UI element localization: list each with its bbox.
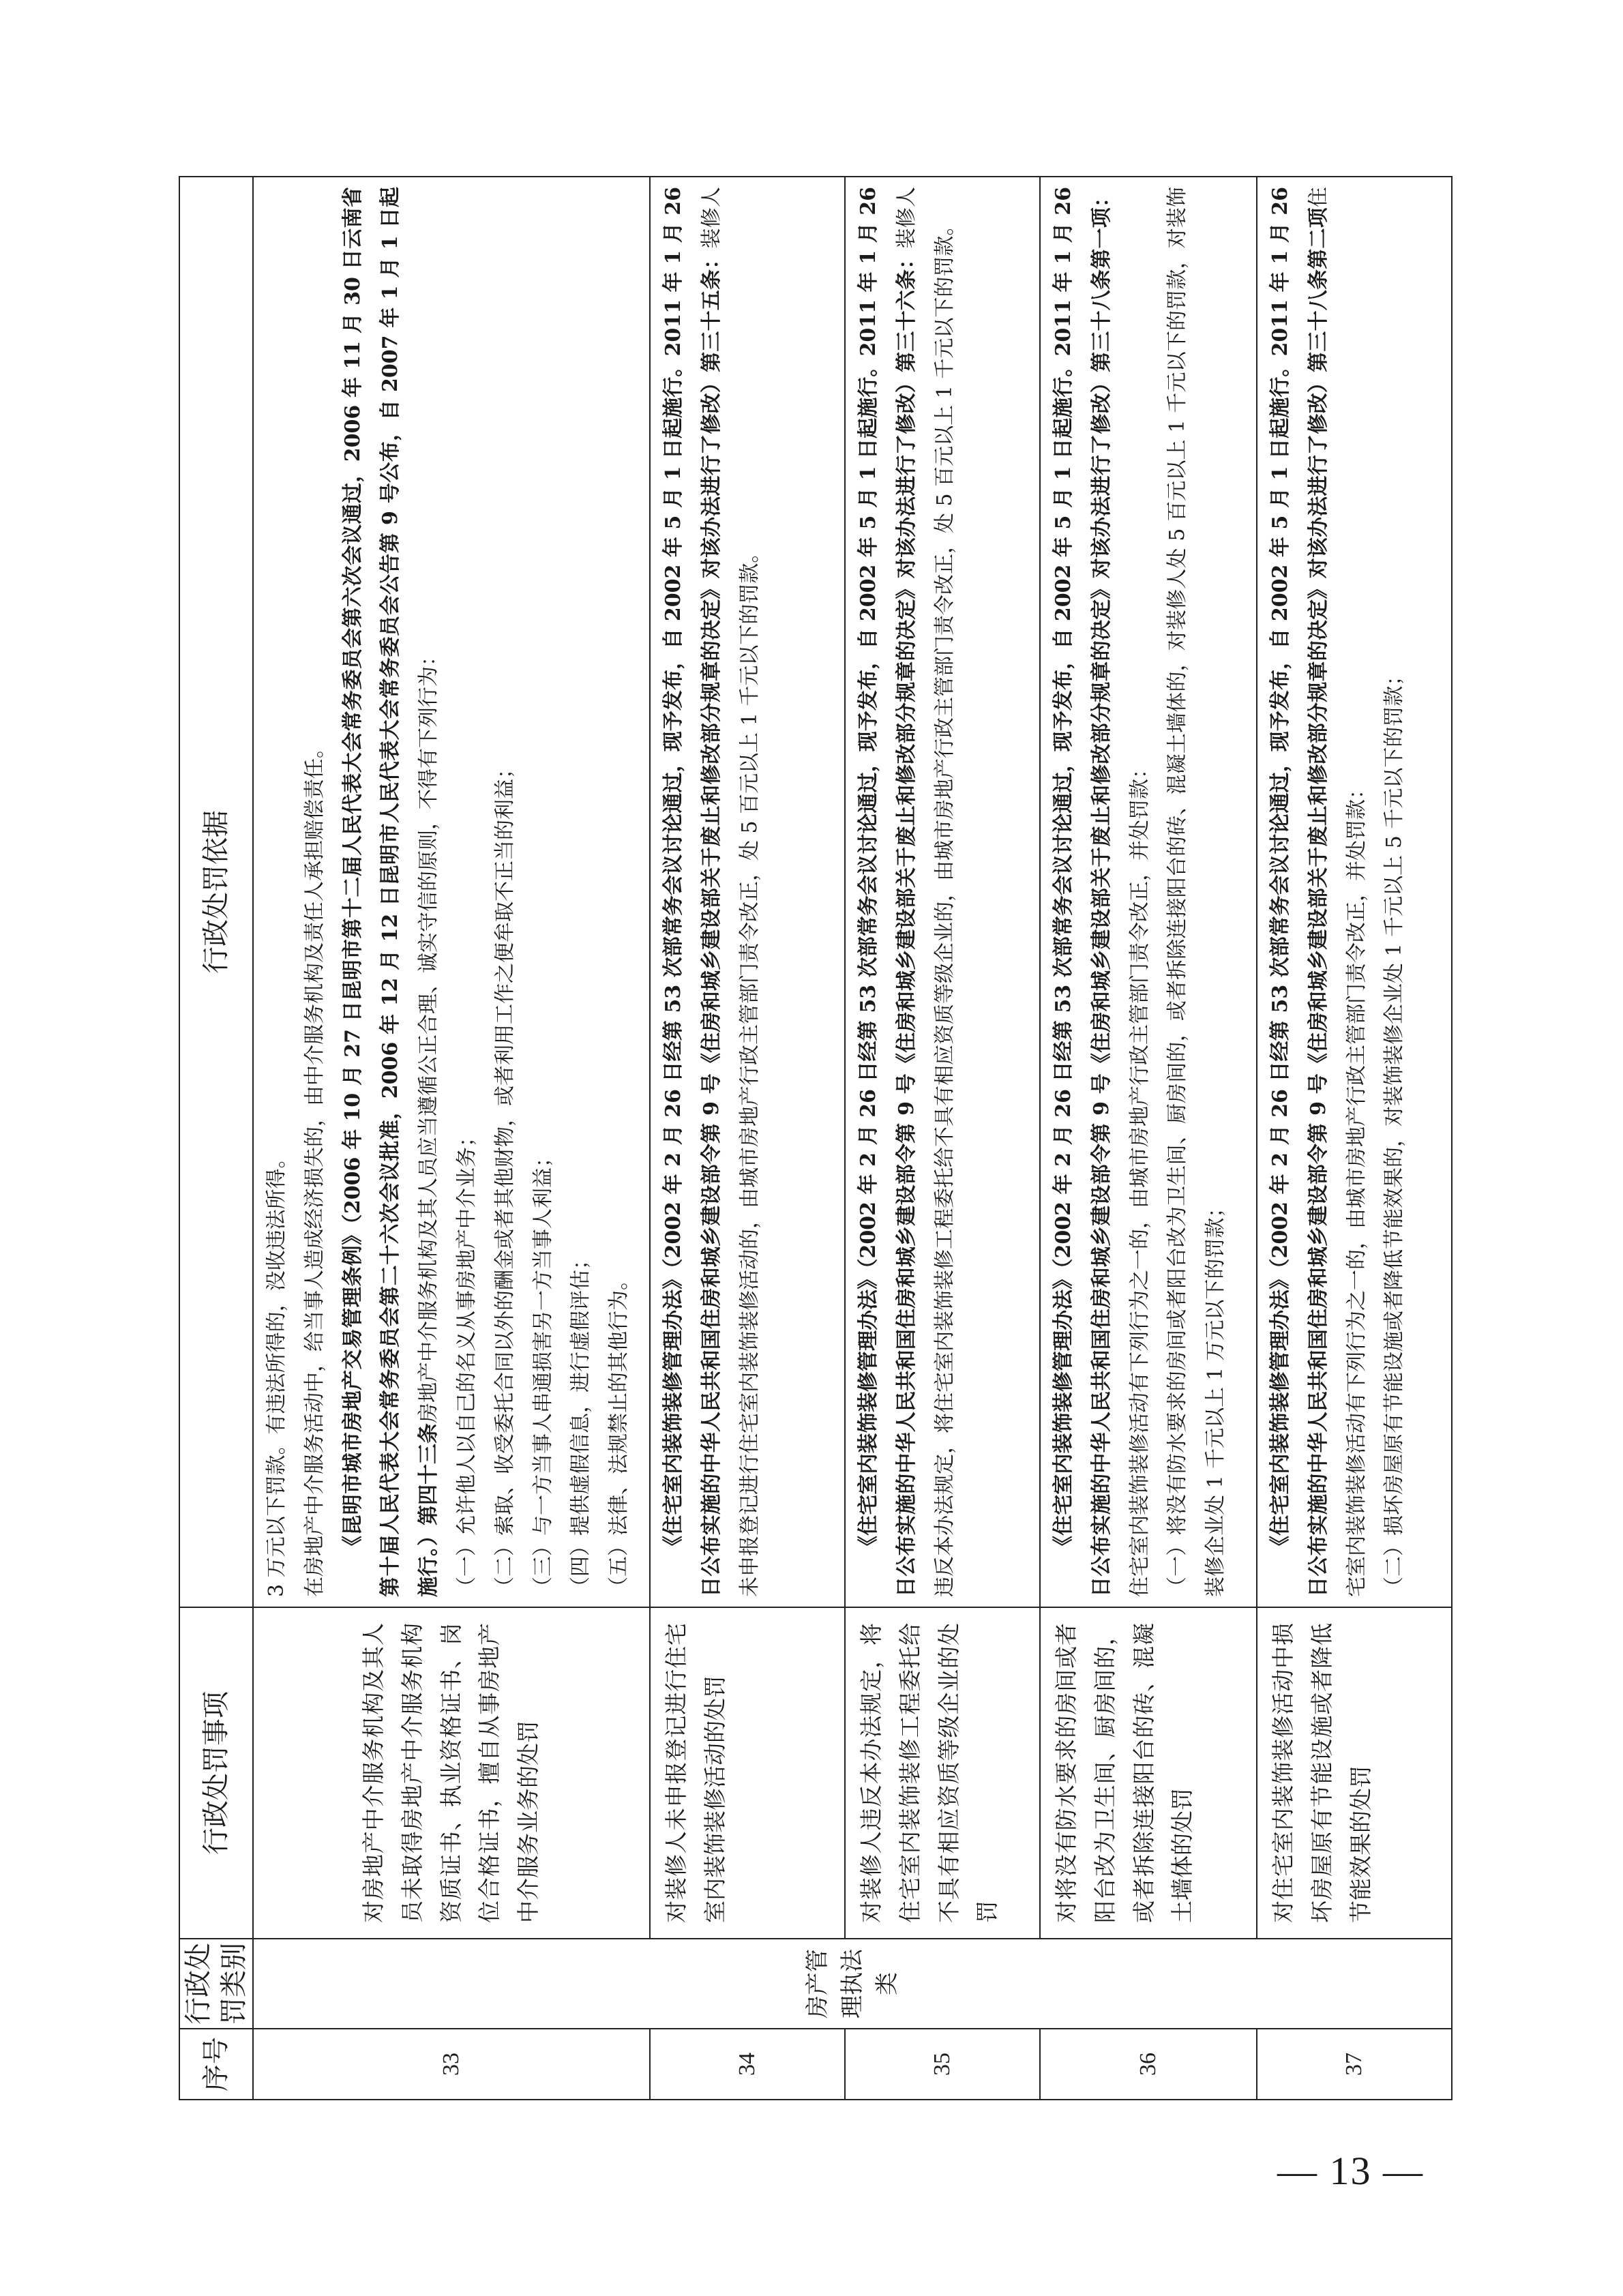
basis-citation: 《住宅室内装饰装修管理办法》（2002 年 2 月 26 日经第 53 次部常务会议讨论通过，现予发布，自 2002 年 5 月 1 日起施行。2011 年 1 月 26 日公布实施的中华人民共和国住房和城乡建设部令第 9 号《住房和城乡建设部关于废止和修改部分规章的决定》对该办法进行了修改）第三十八条第一项：: [1052, 187, 1114, 1597]
basis-citation: 《住宅室内装饰装修管理办法》（2002 年 2 月 26 日经第 53 次部常务会议讨论通过，现予发布，自 2002 年 5 月 1 日起施行。2011 年 1 月 26 日公布实施的中华人民共和国住房和城乡建设部令第 9 号《住房和城乡建设部关于废止和修改部分规章的决定》对该办法进行了修改）第三十五条：: [661, 187, 724, 1597]
header-seq: 序号: [179, 2029, 253, 2100]
row-number: 33: [253, 2029, 650, 2100]
table-row: [845, 177, 1040, 2100]
basis-text: 住宅室内装饰装修活动有下列行为之一的，由城市房地产行政主管部门责令改正，并处罚款：: [1306, 187, 1369, 1597]
basis-paragraph: （二）索取、收受委托合同以外的酬金或者其他财物，或者利用工作之便牟取不正当的利益；: [492, 758, 517, 1597]
basis-paragraph: （四）提供虚假信息，进行虚假评估；: [569, 1249, 593, 1597]
basis-paragraph: [850, 187, 964, 1597]
basis-citation: 《住宅室内装饰装修管理办法》（2002 年 2 月 26 日经第 53 次部常务会议讨论通过，现予发布，自 2002 年 5 月 1 日起施行。2011 年 1 月 26 日公布实施的中华人民共和国住房和城乡建设部令第 9 号《住房和城乡建设部关于废止和修改部分规章的决定》对该办法进行了修改）第三十六条：: [857, 187, 919, 1597]
basis-cell: [1257, 177, 1452, 1607]
basis-cell: [845, 177, 1040, 1607]
basis-text: 装修人违反本办法规定，将住宅室内装饰装修工程委托给不具有相应资质等级企业的，由城市房地产行政主管部门责令改正，处 5 百元以上 1 千元以下的罚款。: [894, 186, 957, 1597]
basis-citation: 《住宅室内装饰装修管理办法》（2002 年 2 月 26 日经第 53 次部常务会议讨论通过，现予发布，自 2002 年 5 月 1 日起施行。2011 年 1 月 26 日公布实施的中华人民共和国住房和城乡建设部令第 9 号《住房和城乡建设部关于废止和修改部分规章的决定》对该办法进行了修改）第三十八条第二项: [1268, 187, 1330, 1597]
basis-paragraph: （一）将没有防水要求的房间或者阳台改为卫生间、厨房间的，或者拆除连接阳台的砖、混凝土墙体的，对装修人处 5 百元以上 1 千元以下的罚款，对装饰装修企业处 1 千元以上 1 万元以下的罚款；: [1165, 187, 1228, 1597]
header-category: 行政处罚类别: [179, 1939, 253, 2029]
header-basis: 行政处罚依据: [179, 177, 253, 1607]
basis-paragraph: [1045, 187, 1159, 1597]
basis-paragraph: （二）损坏房屋原有节能设施或者降低节能效果的，对装饰装修企业处 1 千元以上 5 千元以下的罚款；: [1382, 665, 1407, 1597]
basis-cell: [650, 177, 845, 1607]
table-row: [1040, 177, 1257, 2100]
item-cell: 对装修人未申报登记进行住宅室内装饰装修活动的处罚: [650, 1607, 845, 1939]
basis-paragraph: 3 万元以下罚款。有违法所得的，没收违法所得。: [265, 1148, 288, 1597]
table-header-row: [179, 177, 253, 2100]
basis-paragraph: （三）与一方当事人串通损害另一方当事人利益；: [531, 1147, 555, 1597]
row-number: 36: [1040, 2029, 1257, 2100]
item-cell: 对装修人违反本办法规定，将住宅室内装饰装修工程委托给不具有相应资质等级企业的处罚: [845, 1607, 1040, 1939]
row-number: 37: [1257, 2029, 1452, 2100]
basis-text: 房地产中介服务机构及其人员应当遵循公正合理、诚实守信的原则，不得有下列行为：: [417, 646, 441, 1423]
row-number: 35: [845, 2029, 1040, 2100]
basis-paragraph: [655, 187, 769, 1597]
basis-paragraph: [1262, 187, 1375, 1597]
basis-text: 住宅室内装饰装修活动有下列行为之一的，由城市房地产行政主管部门责令改正，并处罚款：: [1127, 758, 1152, 1597]
page-number: — 13 —: [1277, 2149, 1424, 2193]
basis-paragraph: （五）法律、法规禁止的其他行为。: [607, 1270, 631, 1597]
basis-paragraph: 在房地产中介服务活动中，给当事人造成经济损失的，由中介服务机构及责任人承担赔偿责任。: [302, 738, 327, 1597]
item-cell: 对房地产中介服务机构及其人员未取得房地产中介服务机构资质证书、执业资格证书、岗位合格证书，擅自从事房地产中介服务业务的处罚: [253, 1607, 650, 1939]
header-item: 行政处罚事项: [179, 1607, 253, 1939]
rotated-table-wrapper: [179, 177, 1433, 2100]
table-row: [1257, 177, 1452, 2100]
basis-citation: 《昆明市城市房地产交易管理条例》（2006 年 10 月 27 日昆明市第十二届人民代表大会常务委员会第六次会议通过，2006 年 11 月 30 日云南省第十届人民代表大会常务委员会第二十六次会议批准，2006 年 12 月 12 日昆明市人民代表大会常务委员会公告第 9 号公布，自 2007 年 1 月 1 日起施行。）第四十三条: [340, 187, 441, 1597]
basis-cell: [253, 177, 650, 1607]
table-row: [253, 177, 650, 2100]
basis-text: 装修人未申报登记进行住宅室内装饰装修活动的，由城市房地产行政主管部门责令改正，处 5 百元以上 1 千元以下的罚款。: [699, 186, 762, 1597]
category-cell: 房产管理执法类: [253, 1939, 1452, 2029]
basis-cell: [1040, 177, 1257, 1607]
penalty-table: [179, 176, 1453, 2100]
item-cell: 对将没有防水要求的房间或者阳台改为卫生间、厨房间的，或者拆除连接阳台的砖、混凝土墙体的处罚: [1040, 1607, 1257, 1939]
item-cell: 对住宅室内装饰装修活动中损坏房屋原有节能设施或者降低节能效果的处罚: [1257, 1607, 1452, 1939]
row-number: 34: [650, 2029, 845, 2100]
basis-paragraph: （一）允许他人以自己的名义从事房地产中介业务；: [454, 1127, 479, 1597]
basis-paragraph: [334, 187, 448, 1597]
table-row: [650, 177, 845, 2100]
